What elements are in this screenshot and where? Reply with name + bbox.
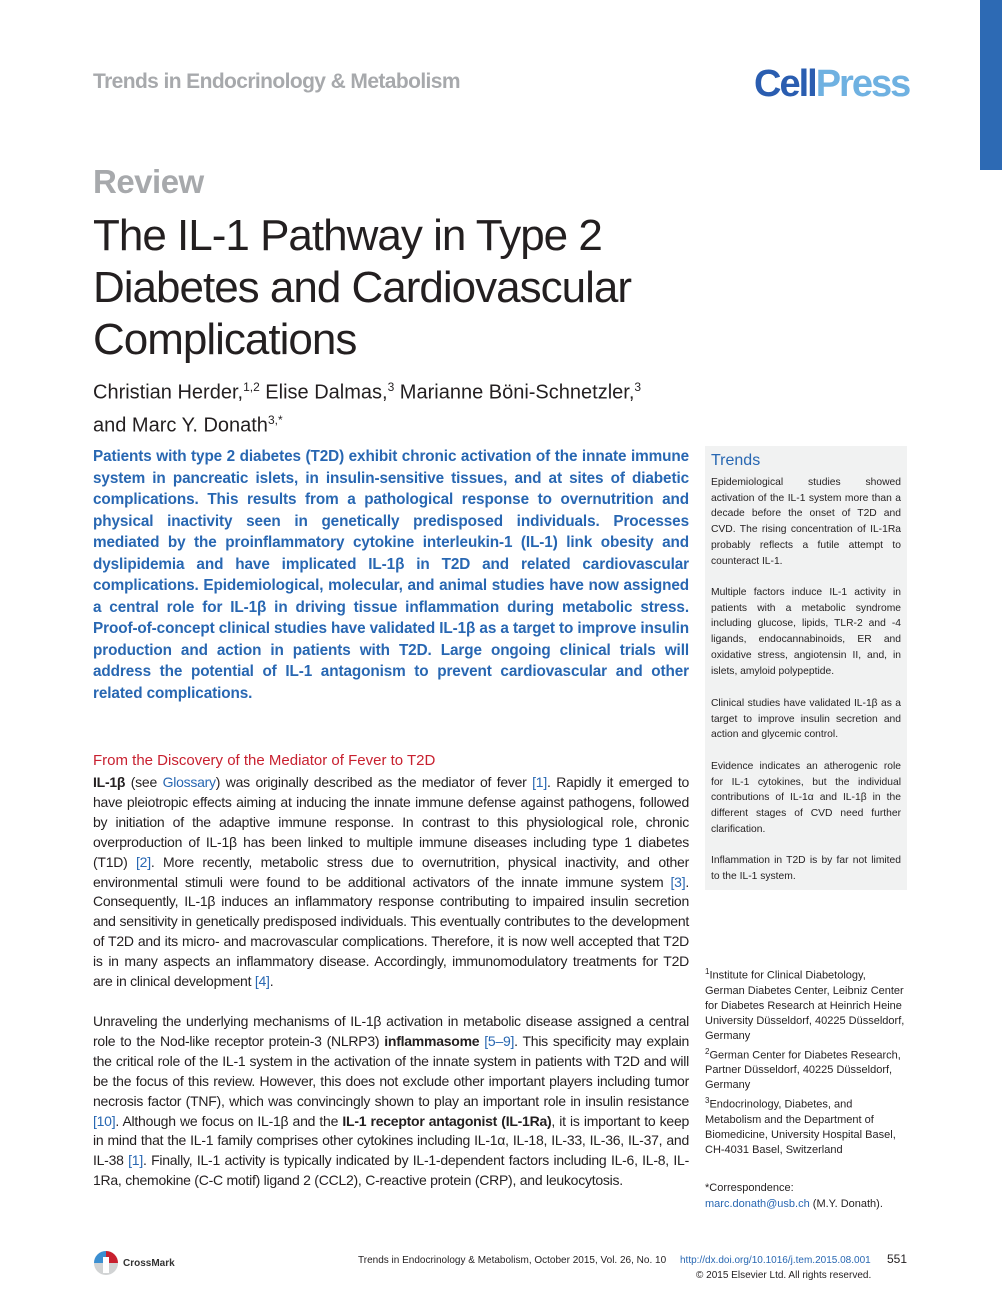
logo-cell-text: Cell: [754, 63, 816, 105]
author-name: Marianne Böni-Schnetzler,: [394, 381, 635, 404]
reference-link[interactable]: [5–9]: [484, 1032, 515, 1049]
author-name: Elise Dalmas,: [259, 381, 388, 404]
logo-press-text: Press: [815, 63, 910, 105]
reference-link[interactable]: [10]: [93, 1112, 116, 1129]
affiliations: [705, 964, 905, 1158]
correspondence-label: *Correspondence:: [705, 1182, 794, 1194]
cellpress-logo[interactable]: [754, 62, 909, 106]
affiliation-number: 3: [705, 1096, 710, 1106]
text: . Although we focus on IL-1β and the: [115, 1112, 343, 1129]
glossary-link[interactable]: Glossary: [162, 774, 216, 790]
author-affiliation-sup: 1,2: [243, 380, 260, 394]
term-bold: IL-1β: [93, 774, 126, 790]
author-name: Christian Herder,: [93, 381, 244, 404]
page-number: 551: [887, 1252, 908, 1266]
edge-color-tab: [980, 0, 1002, 170]
author-affiliation-sup: 3: [387, 380, 395, 394]
text: Unraveling the underlying mechanisms of IL-1β activation in metabolic disease assigned a central role to the Nod-like receptor protein-3 (NLRP3): [93, 1013, 689, 1049]
text: . More recently, metabolic stress due to overnutrition, physical inactivity, and other environmental stimuli were found to be additional activators of the innate immune system: [93, 853, 690, 890]
correspondence-name: (M.Y. Donath).: [809, 1198, 883, 1210]
text: , it is important to keep in mind that the IL-1 family comprises other cytokines including IL-1α, IL-18, IL-33, IL-36, IL-37, and IL-38: [93, 1112, 690, 1169]
affiliation-text: German Center for Diabetes Research, Partner Düsseldorf, 40225 Düsseldorf, Germany: [705, 1049, 901, 1092]
trend-item: Inflammation in T2D is by far not limited to the IL-1 system.: [711, 855, 901, 882]
section-heading: From the Discovery of the Mediator of Fever to T2D: [93, 752, 436, 769]
affiliation-text: Institute for Clinical Diabetology, German Diabetes Center, Leibniz Center for Diabetes Research at Heinrich Heine University Düsseldorf, 40225 Düsseldorf, Germany: [705, 969, 905, 1042]
trend-item: Clinical studies have validated IL-1β as a target to improve insulin secretion and action and glycemic control.: [711, 698, 901, 741]
text: . This specificity may explain the critical role of the IL-1 system in the activation of the innate system in patients with T2D and will be the focus of this review. However, this does not exclude other important players including tumor necrosis factor (TNF), which was convincingly shown to play an important role in insulin resistance: [93, 1032, 690, 1109]
affiliation-number: 1: [705, 967, 710, 976]
author-name: and Marc Y. Donath: [93, 414, 268, 437]
text: . Rapidly it emerged to have pleiotropic effects aiming at inducing the innate immune defense against pathogens, followed by initiation of the adaptive immune response. In contrast to this physiological role, chronic overproduction of IL-1β has been linked to multiple immune diseases including type 1 diabetes (T1D): [93, 774, 689, 870]
abstract: Patients with type 2 diabetes (T2D) exhibit chronic activation of the innate immune system in pancreatic islets, in insulin-sensitive tissues, and at sites of diabetic complications. This results from a pathological response to overnutrition and physical inactivity seen in genetically predisposed individuals. Processes mediated by the proinflammatory cytokine interleukin-1 (IL-1) link obesity and dyslipidemia and have implicated IL-1β in T2D and related cardiovascular complications. Epidemiological, molecular, and animal studies have now assigned a central role for IL-1β in driving tissue inflammation during metabolic stress. Proof-of-concept clinical studies have validated IL-1β as a target to improve insulin production and action in patients with T2D. Large ongoing clinical trials will address the potential of IL-1 antagonism to prevent cardiovascular and other related complications.: [93, 448, 689, 702]
text: .: [269, 973, 274, 990]
article-title: The IL-1 Pathway in Type 2 Diabetes and Cardiovascular Complications: [93, 211, 631, 364]
trend-item: Epidemiological studies showed activation of the IL-1 system more than a decade before the onset of T2D and CVD. The rising concentration of IL-1Ra probably reflects a futile attempt to counteract IL-1.: [711, 477, 901, 567]
crossmark-label: CrossMark: [123, 1258, 175, 1269]
trend-item: Multiple factors induce IL-1 activity in patients with a metabolic syndrome including glucose, lipids, TLR-2 and -4 ligands, endocannabinoids, ER and oxidative stress, angiotensin II, and, in islets, amyloid polypeptide.: [711, 587, 901, 677]
reference-link[interactable]: [2]: [136, 853, 151, 870]
affiliation-text: Endocrinology, Diabetes, and Metabolism and the Department of Biomedicine, University Hospital Basel, CH-4031 Basel, Switzerland: [705, 1098, 896, 1156]
body-paragraph: [93, 1012, 689, 1191]
article-type-label: Review: [93, 163, 204, 200]
body-paragraph: [93, 773, 689, 992]
reference-link[interactable]: [4]: [254, 973, 270, 990]
text: ) was originally described as the mediator of fever: [215, 774, 533, 790]
reference-link[interactable]: [1]: [128, 1152, 143, 1169]
term-bold: inflammasome: [384, 1032, 480, 1049]
doi-link[interactable]: http://dx.doi.org/10.1016/j.tem.2015.08.001: [680, 1255, 871, 1266]
copyright: © 2015 Elsevier Ltd. All rights reserved.: [696, 1270, 872, 1281]
affiliation-number: 2: [705, 1046, 710, 1056]
email-link[interactable]: marc.donath@usb.ch: [705, 1198, 810, 1210]
reference-link[interactable]: [1]: [532, 774, 547, 790]
affiliation: [705, 964, 905, 1044]
text: . Finally, IL-1 activity is typically indicated by IL-1-dependent factors including IL-6, IL-8, IL-1Ra, chemokine (C-C motif) ligand 2 (CCL2), C-reactive protein (CRP), and leukocytosis.: [93, 1152, 689, 1189]
journal-name: Trends in Endocrinology & Metabolism: [93, 70, 460, 93]
trend-item: Evidence indicates an atherogenic role for IL-1 cytokines, but the individual contributions of IL-1α and IL-1β in the different stages of CVD need further clarification.: [711, 761, 901, 835]
affiliation: [705, 1044, 905, 1094]
reference-link[interactable]: [3]: [670, 873, 686, 890]
author-affiliation-sup: 3,*: [267, 412, 283, 427]
correspondence: [705, 1180, 905, 1212]
crossmark-icon: [93, 1248, 119, 1278]
trends-heading: Trends: [711, 452, 761, 469]
affiliation: [705, 1093, 905, 1158]
author-list: [93, 374, 713, 439]
text: (see: [125, 774, 163, 790]
footer-citation: Trends in Endocrinology & Metabolism, October 2015, Vol. 26, No. 10: [358, 1255, 667, 1266]
author-affiliation-sup: 3: [634, 380, 642, 394]
term-bold: IL-1 receptor antagonist (IL-1Ra): [342, 1112, 552, 1129]
crossmark-badge[interactable]: [93, 1248, 203, 1280]
text: . Consequently, IL-1β induces an inflammatory response contributing to impaired insulin secretion and sensitivity in genetically predisposed individuals. This eventually contributes to the development of T2D and its micro- and macrovascular complications. Therefore, it is now well accepted that T2D is in many aspects an inflammatory disease. Accordingly, immunomodulatory treatments for T2D are in clinical development: [93, 873, 689, 990]
